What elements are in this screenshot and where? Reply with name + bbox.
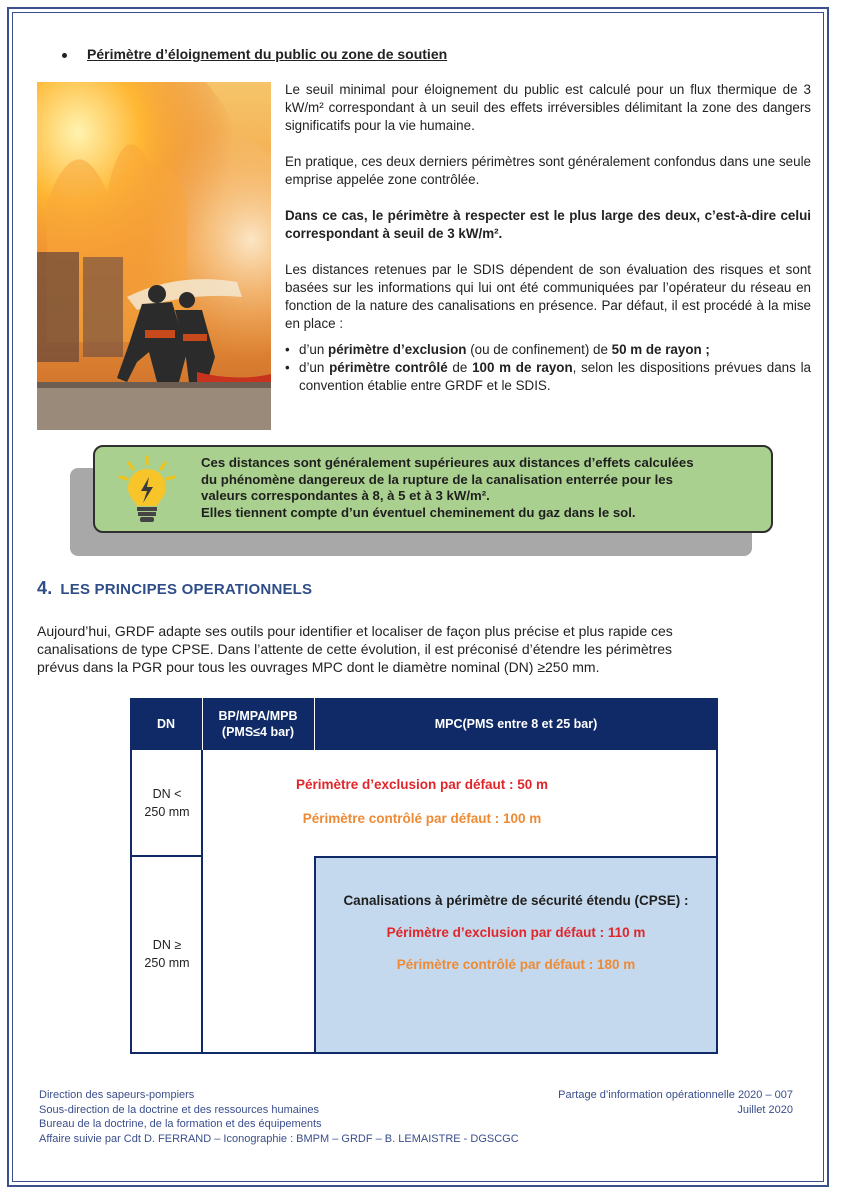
- row1-exclusion-text: Périmètre d’exclusion par défaut : 50 m: [295, 777, 549, 792]
- cpse-controle: [316, 956, 716, 974]
- li1-text-b: périmètre d’exclusion: [328, 342, 467, 357]
- header-mpc: [314, 698, 718, 750]
- table-right-border-top: [716, 750, 718, 856]
- cpse-controle-text: Périmètre contrôlé par défaut : 180 m: [396, 957, 636, 972]
- bullet-dot-icon: [62, 53, 67, 58]
- header-bp: [202, 698, 314, 750]
- section-number: 4.: [37, 578, 53, 598]
- footer-right: [558, 1088, 793, 1117]
- firefighters-photo: [37, 82, 271, 430]
- bullet-heading: [62, 46, 447, 62]
- perimeter-list: [285, 341, 811, 395]
- cpse-exclusion: [316, 924, 716, 942]
- li1-text-d: 50 m de rayon ;: [611, 342, 710, 357]
- callout-text: [201, 455, 761, 521]
- li1-text-c: (ou de confinement) de: [466, 342, 612, 357]
- lightbulb-icon: [117, 455, 177, 527]
- header-divider-2: [314, 698, 315, 750]
- row1-label-line-1: DN <: [152, 787, 182, 801]
- intro-paragraph-4: Les distances retenues par le SDIS dépendent de son évaluation des risques et sont basées sur les informations qui lui ont été communiquées par l’opérateur du réseau en fonction de la nature des canalisations en présence. Par défaut, il est procédé à la mise en place :: [285, 262, 811, 331]
- bullet-heading-text: Périmètre d’éloignement du public ou zone de soutien: [87, 46, 448, 62]
- row1-label-line-2: 250 mm: [144, 805, 190, 819]
- paragraph-line-3: prévus dans la PGR pour tous les ouvrages MPC dont le diamètre nominal (DN) ≥250 mm.: [37, 659, 600, 675]
- intro-paragraph-2: En pratique, ces deux derniers périmètres sont généralement confondus dans une seule emprise appelée zone contrôlée.: [285, 154, 811, 187]
- footer-right-line-2: Juillet 2020: [737, 1103, 793, 1116]
- row-dn-lt-250: [132, 750, 202, 856]
- header-dn: [130, 698, 202, 750]
- header-divider-1: [202, 698, 203, 750]
- li2-text-b: périmètre contrôlé: [329, 360, 448, 375]
- row1-controle: [202, 810, 642, 828]
- row-dn-ge-250: [132, 856, 202, 1052]
- intro-text-block: [285, 81, 811, 395]
- li2-text-d: 100 m de rayon: [472, 360, 573, 375]
- li2-text-c: de: [447, 360, 473, 375]
- row1-controle-text: Périmètre contrôlé par défaut : 100 m: [302, 811, 542, 826]
- footer-left: [39, 1088, 519, 1146]
- cpse-exclusion-text: Périmètre d’exclusion par défaut : 110 m: [386, 925, 646, 940]
- header-bp-line-1: BP/MPA/MPB: [218, 709, 298, 723]
- row1-exclusion: [202, 776, 642, 794]
- callout-box: [93, 445, 773, 533]
- row2-label-line-1: DN ≥: [152, 938, 182, 952]
- callout-line-3: valeurs correspondantes à 8, à 5 et à 3 kW/m².: [201, 488, 490, 503]
- li2-text-a: d’un: [299, 360, 330, 375]
- cpse-title: [316, 892, 716, 910]
- paragraph-line-1: Aujourd’hui, GRDF adapte ses outils pour identifier et localiser de façon plus précise et plus rapide ces: [37, 623, 673, 639]
- header-dn-label: DN: [156, 717, 176, 731]
- callout-line-4: Elles tiennent compte d’un éventuel cheminement du gaz dans le sol.: [201, 504, 636, 520]
- header-mpc-label: MPC(PMS entre 8 et 25 bar): [434, 717, 598, 731]
- footer-left-line-2: Sous-direction de la doctrine et des ressources humaines: [39, 1103, 320, 1116]
- paragraph-line-2: canalisations de type CPSE. Dans l’attente de cette évolution, il est préconisé d’étendre les périmètres: [37, 641, 673, 657]
- footer-left-line-4: Affaire suivie par Cdt D. FERRAND – Iconographie : BMPM – GRDF – B. LEMAISTRE - DGSCGC: [39, 1132, 519, 1145]
- cpse-title-text: Canalisations à périmètre de sécurité étendu (CPSE) :: [343, 893, 689, 908]
- list-item-exclusion: [285, 341, 811, 359]
- li1-text-a: d’un: [299, 342, 329, 357]
- footer-left-line-1: Direction des sapeurs-pompiers: [39, 1089, 195, 1101]
- list-item-controle: [285, 359, 811, 395]
- row2-label-line-2: 250 mm: [144, 956, 190, 970]
- section-title: LES PRINCIPES OPERATIONNELS: [60, 581, 313, 598]
- section-heading: [37, 578, 312, 599]
- li2-text-e: , selon les dispositions prévues dans la convention établie entre GRDF et le SDIS.: [299, 360, 811, 393]
- operational-paragraph: [37, 622, 817, 676]
- intro-paragraph-1: Le seuil minimal pour éloignement du public est calculé pour un flux thermique de 3 kW/m² correspondant à un seuil des effets irréversibles délimitant la zone des dangers significatifs pour la vie humaine.: [285, 82, 811, 133]
- header-bp-line-2: (PMS≤4 bar): [221, 725, 295, 739]
- callout-line-2: du phénomène dangereux de la rupture de la canalisation enterrée pour les: [201, 471, 673, 487]
- intro-paragraph-3: Dans ce cas, le périmètre à respecter est le plus large des deux, c’est-à-dire celui correspondant à seuil de 3 kW/m².: [285, 208, 811, 241]
- perimeter-table: [130, 698, 718, 1054]
- footer-right-line-1: Partage d’information opérationnelle 2020 – 007: [558, 1089, 793, 1101]
- footer-left-line-3: Bureau de la doctrine, de la formation et des équipements: [39, 1118, 322, 1130]
- cpse-box: [314, 856, 718, 1054]
- callout-line-1: Ces distances sont généralement supérieures aux distances d’effets calculées: [201, 455, 694, 470]
